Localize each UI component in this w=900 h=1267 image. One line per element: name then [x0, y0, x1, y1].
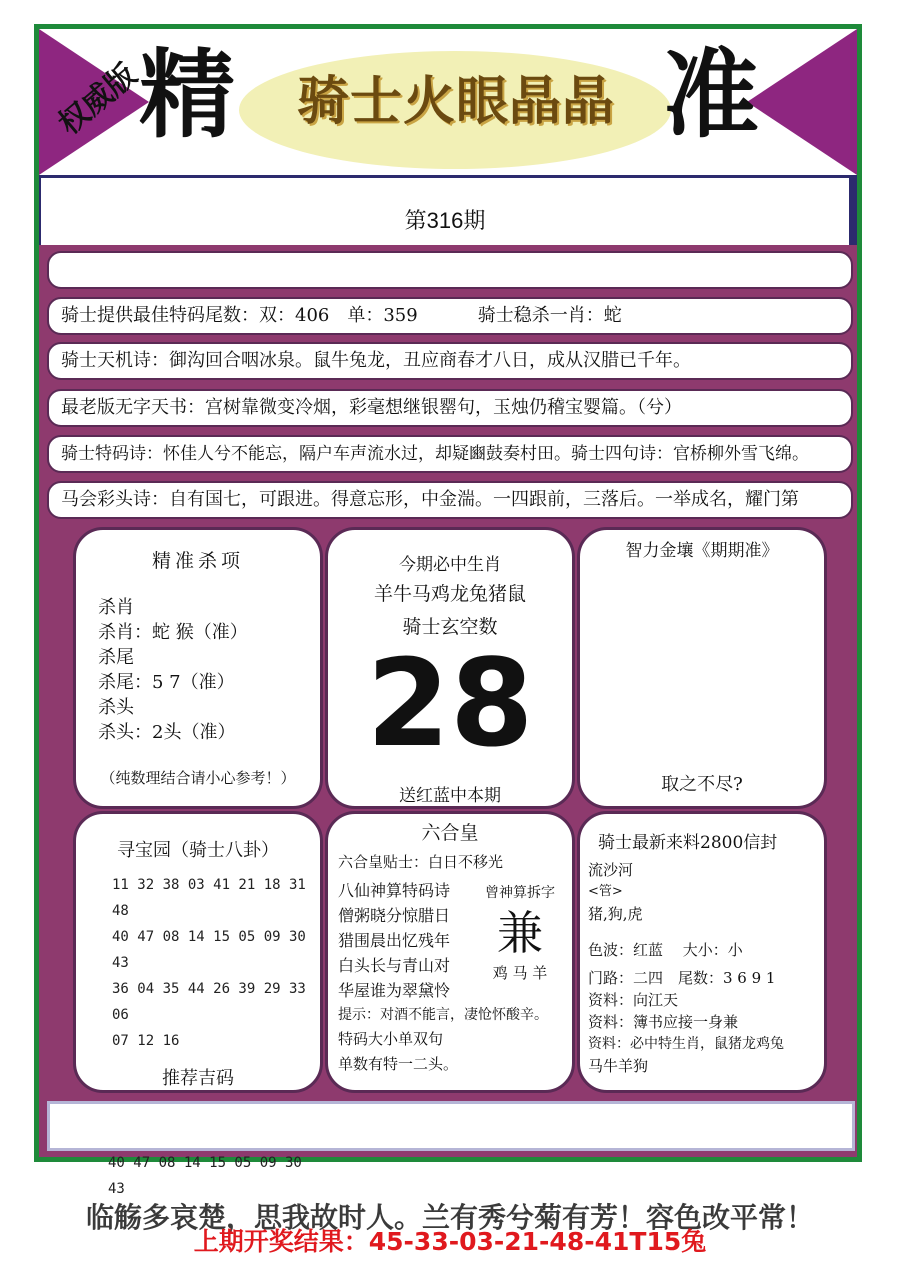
kill-line: 杀头：2头（准） [98, 722, 236, 743]
blank-row [47, 251, 853, 289]
footer-poem: 临觞多哀楚，思我故时人。兰有秀兮菊有芳！容色改平常！ [85, 1201, 814, 1234]
brand-title: 骑士火眼晶晶 [296, 71, 615, 132]
issue-number: 第316期 [404, 208, 486, 233]
kill-line: 杀头 [98, 697, 134, 718]
row-tail-numbers [47, 297, 853, 335]
liuhe-poem-line: 猎围晨出忆残年 [338, 931, 451, 950]
liuhe-poem-line: 华屋谁为翠黛怜 [338, 981, 451, 1000]
panel-xunbao [73, 811, 323, 1197]
xinfeng-line: 色波：红蓝 大小：小 [588, 941, 743, 959]
liuhe-poem-title: 八仙神算特码诗 [338, 881, 451, 900]
title-char-left: 精 [139, 39, 235, 151]
liuhe-title: 六合皇 [421, 822, 479, 844]
chaizi-animals: 鸡 马 羊 [492, 964, 548, 982]
liuhe-poem-line: 僧粥晓分惊腊日 [338, 906, 451, 925]
row-tema-poem: 骑士特码诗：怀佳人兮不能忘，隔户车声流水过，却疑豳鼓奏村田。骑士四句诗：官桥柳外雪飞绵。 [47, 435, 853, 473]
xunbao-row: 40 47 08 14 15 05 09 30 43 [112, 929, 306, 971]
poster-frame [34, 24, 862, 1197]
title-char-right: 准 [663, 39, 759, 151]
xinfeng-title: 骑士最新来料2800信封 [598, 833, 778, 853]
issue-band [39, 175, 857, 245]
center-line1: 今期必中生肖 [399, 555, 501, 575]
xunbao-row: 07 12 16 [112, 1033, 180, 1049]
row-tianji-poem: 骑士天机诗：御沟回合咽冰泉。鼠牛兔龙，丑应商春才八日，成从汉腊已千年。 [47, 342, 853, 380]
center-line3: 骑士玄空数 [402, 616, 498, 638]
xinfeng-line: 马牛羊狗 [588, 1057, 649, 1075]
recommend-row: 40 47 08 14 15 05 09 30 43 [108, 1155, 302, 1197]
panel-lucky-number [325, 527, 575, 809]
kill-line: 杀肖 [98, 597, 134, 618]
xunbao-row: 36 04 35 44 26 39 29 33 06 [112, 981, 306, 1023]
edition-label: 权威版 [52, 57, 144, 142]
row-caitou-poem: 马会彩头诗：自有国七，可跟进。得意忘形，中金湍。一四跟前，三落后。一举成名，耀门第 [47, 481, 853, 519]
recommend-title: 推荐吉码 [162, 1068, 234, 1089]
xinfeng-line: <管> [588, 884, 623, 899]
liuhe-tip: 提示：对酒不能言，凄怆怀酸辛。 [338, 1007, 548, 1023]
last-draw-result: 上期开奖结果：45-33-03-21-48-41T15兔 [193, 1227, 707, 1256]
zhili-title: 智力金壤《期期准》 [625, 541, 779, 561]
xinfeng-line: 流沙河 [588, 861, 634, 879]
panel-kill-title: 精准杀项 [151, 550, 244, 572]
lucky-number: 28 [366, 635, 534, 774]
header-banner [39, 29, 857, 175]
xinfeng-line: 门路：二四 尾数：3 6 9 1 [588, 969, 776, 987]
xinfeng-line: 资料：必中特生肖，鼠猪龙鸡兔 [588, 1036, 784, 1052]
chaizi-char: 兼 [497, 906, 543, 960]
liuhe-poem-line: 白头长与青山对 [338, 956, 451, 975]
kill-zodiac-text: 骑士稳杀一肖：蛇 [477, 305, 622, 326]
liuhe-tema2: 单数有特一二头。 [338, 1055, 459, 1073]
kill-line: 杀尾 [98, 647, 134, 668]
row-wuzi-book: 最老版无字天书：宫树靠微变冷烟，彩毫想继银罂句，玉烛仍稽宝婴篇。（兮） [47, 389, 853, 427]
xinfeng-line: 资料：簿书应接一身兼 [588, 1013, 739, 1031]
right-triangle-decoration [747, 29, 857, 175]
chaizi-label: 曾神算拆字 [485, 885, 555, 901]
xinfeng-line: 资料：向江天 [588, 991, 679, 1009]
tail-numbers-text: 骑士提供最佳特码尾数：双：406 单：359 [61, 305, 418, 326]
panel-xinfeng [577, 811, 827, 1093]
xunbao-row: 11 32 38 03 41 21 18 31 48 [112, 877, 306, 919]
panel-kill-items [73, 527, 323, 809]
liuhe-tie: 六合皇贴士：白日不移光 [338, 853, 504, 871]
panel-zhili [577, 527, 827, 809]
kill-line: 杀肖：蛇 猴（准） [98, 622, 248, 643]
kill-line: 杀尾：5 7（准） [98, 672, 235, 693]
xunbao-title: 寻宝园（骑士八卦） [117, 840, 279, 861]
liuhe-tema: 特码大小单双句 [338, 1030, 444, 1048]
panel-liuhe [325, 811, 575, 1093]
xinfeng-line: 猪,狗,虎 [588, 905, 643, 923]
bottom-blank-band [47, 1101, 855, 1151]
kill-note: （纯数理结合请小心参考！） [100, 769, 296, 787]
zhili-footer: 取之不尽? [661, 774, 743, 795]
center-zodiacs: 羊牛马鸡龙兔猪鼠 [373, 583, 526, 605]
center-line4: 送红蓝中本期 [399, 786, 501, 806]
